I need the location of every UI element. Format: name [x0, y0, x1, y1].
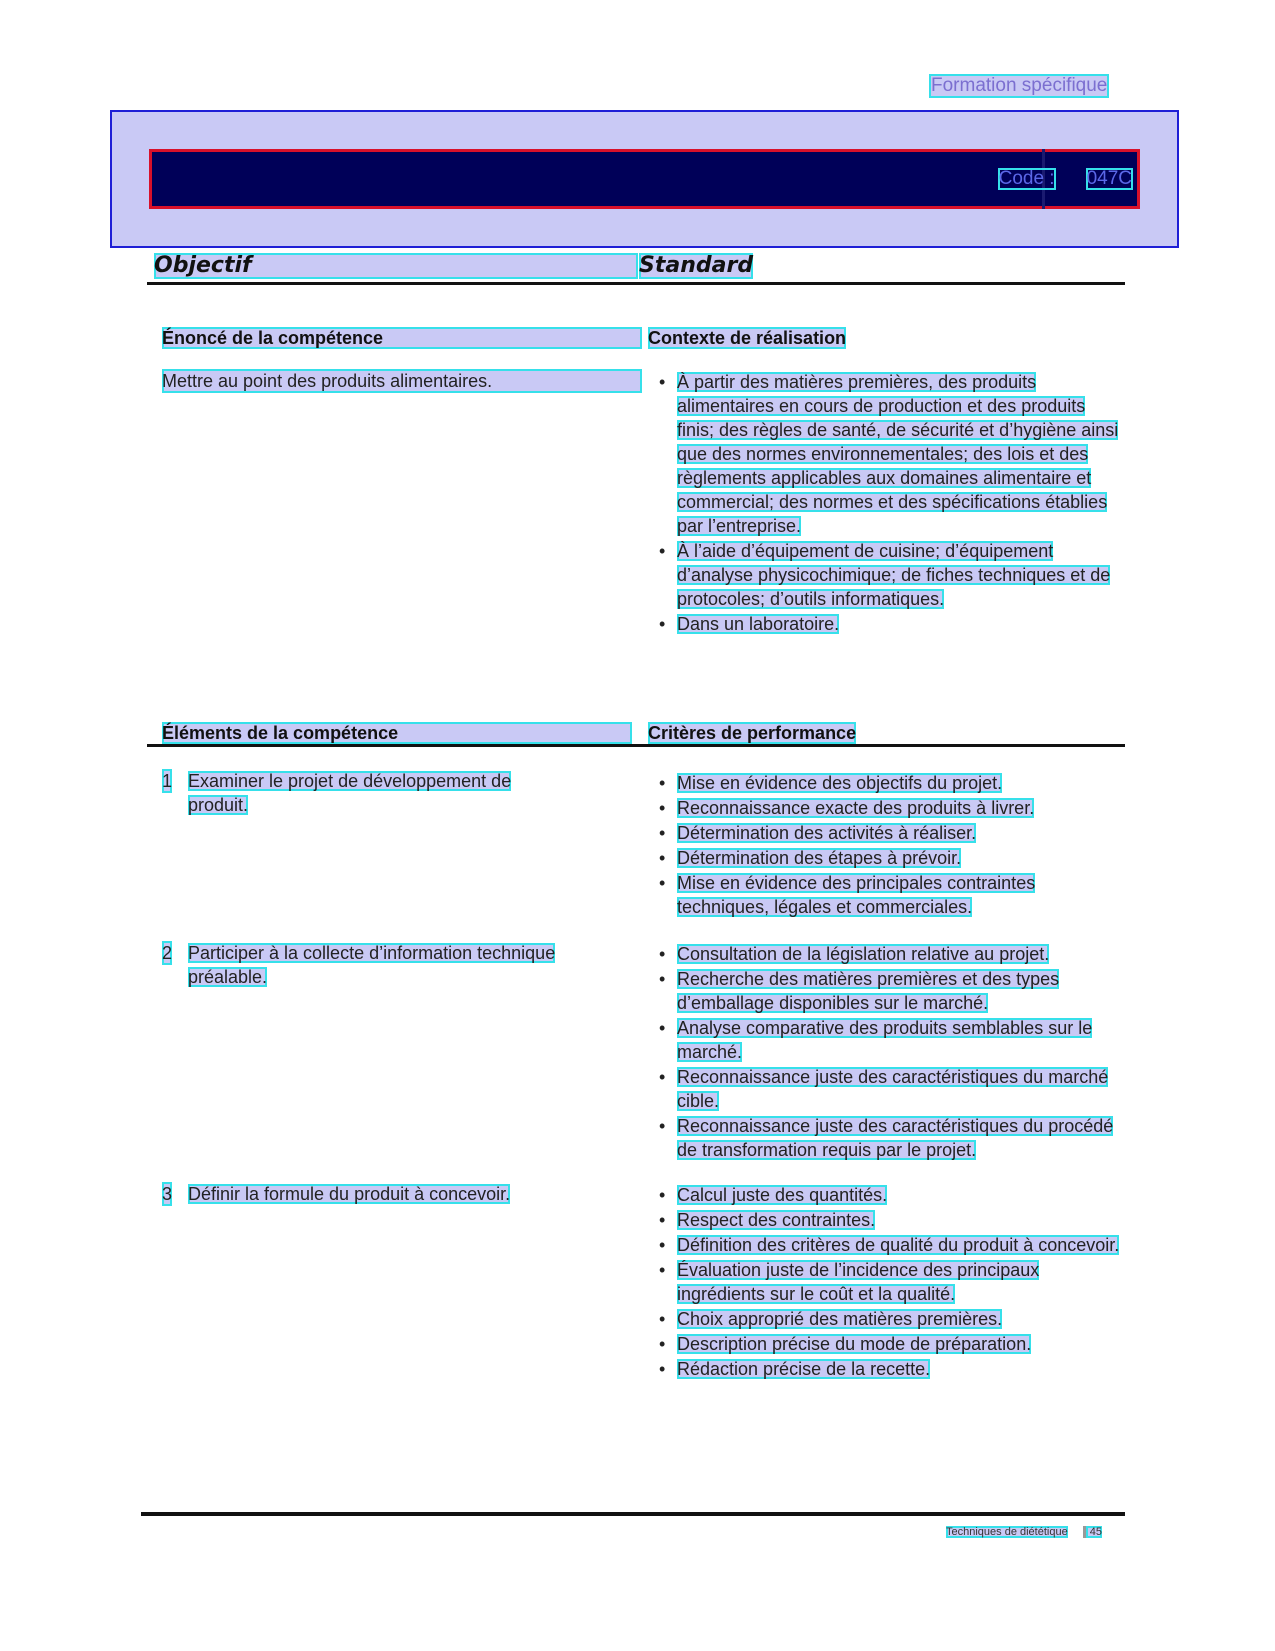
criteria-list-1: [653, 771, 1123, 920]
competence-element-3: [162, 1182, 652, 1206]
column-heading-standard: Standard: [639, 253, 754, 278]
code-label: Code :: [998, 168, 1055, 189]
criteria-heading: Critères de performance: [648, 723, 857, 743]
elements-heading: Éléments de la compétence: [162, 722, 632, 744]
column-heading-objectif: Objectif: [154, 253, 638, 279]
contexte-heading: Contexte de réalisation: [648, 328, 847, 348]
element-text-line: préalable.: [188, 967, 268, 987]
element-text-line: Examiner le projet de développement de: [188, 771, 512, 791]
element-text-line: Définir la formule du produit à concevoir.: [188, 1184, 511, 1204]
list-item: • Analyse comparative des produits semblables sur le marché.: [653, 1016, 1123, 1064]
list-item: • Recherche des matières premières et des types d’emballage disponibles sur le marché.: [653, 967, 1123, 1015]
footer-rule: [141, 1512, 1125, 1516]
list-item: • À l’aide d’équipement de cuisine; d’équipement d’analyse physicochimique; de fiches techniques et de protocoles; d’outils informatiques.: [653, 539, 1123, 611]
title-bar: [149, 149, 1140, 209]
list-item: • Rédaction précise de la recette.: [653, 1357, 1123, 1381]
list-item: • Consultation de la législation relative au projet.: [653, 942, 1123, 966]
footer: [946, 1526, 1102, 1538]
competence-element-2: [162, 941, 652, 989]
criteria-list-3: [653, 1183, 1123, 1382]
element-number: 1: [162, 771, 173, 791]
list-item: • Définition des critères de qualité du produit à concevoir.: [653, 1233, 1123, 1257]
list-item: • Description précise du mode de préparation.: [653, 1332, 1123, 1356]
element-text-line: produit.: [188, 795, 249, 815]
list-item: • Reconnaissance juste des caractéristiques du procédé de transformation requis par le projet.: [653, 1114, 1123, 1162]
list-item: • Reconnaissance exacte des produits à livrer.: [653, 796, 1123, 820]
list-item: • Choix approprié des matières premières.: [653, 1307, 1123, 1331]
list-item: • Dans un laboratoire.: [653, 612, 1123, 636]
list-item: • Détermination des étapes à prévoir.: [653, 846, 1123, 870]
list-item: • Évaluation juste de l’incidence des principaux ingrédients sur le coût et la qualité.: [653, 1258, 1123, 1306]
list-item: • Mise en évidence des objectifs du projet.: [653, 771, 1123, 795]
competence-element-1: [162, 769, 652, 817]
enonce-heading: Énoncé de la compétence: [162, 327, 642, 349]
list-item: • Calcul juste des quantités.: [653, 1183, 1123, 1207]
element-text-line: Participer à la collecte d’information technique: [188, 943, 556, 963]
list-item: • Détermination des activités à réaliser.: [653, 821, 1123, 845]
list-item: • Reconnaissance juste des caractéristiques du marché cible.: [653, 1065, 1123, 1113]
criteria-list-2: [653, 942, 1123, 1163]
list-item: • Respect des contraintes.: [653, 1208, 1123, 1232]
footer-page-number: 45: [1083, 1526, 1102, 1538]
list-item: • Mise en évidence des principales contraintes techniques, légales et commerciales.: [653, 871, 1123, 919]
list-item: • À partir des matières premières, des produits alimentaires en cours de production et des produits finis; des règles de santé, de sécurité et d’hygiène ainsi que des normes environnementales; des lois et des règlements applicables aux domaines alimentaire et commercial; des normes et des spécifications établies par l’entreprise.: [653, 370, 1123, 538]
footer-program-name: Techniques de diététique: [946, 1526, 1068, 1538]
elements-heading-rule: [147, 744, 1125, 747]
element-number: 3: [162, 1184, 173, 1204]
enonce-text: Mettre au point des produits alimentaires.: [162, 369, 642, 393]
course-code: [998, 168, 1133, 190]
column-heading-rule: [147, 282, 1125, 285]
document-header-label: Formation spécifique: [931, 75, 1108, 96]
element-number: 2: [162, 943, 173, 963]
code-value: 047C: [1086, 168, 1132, 189]
contexte-list: [653, 370, 1123, 637]
